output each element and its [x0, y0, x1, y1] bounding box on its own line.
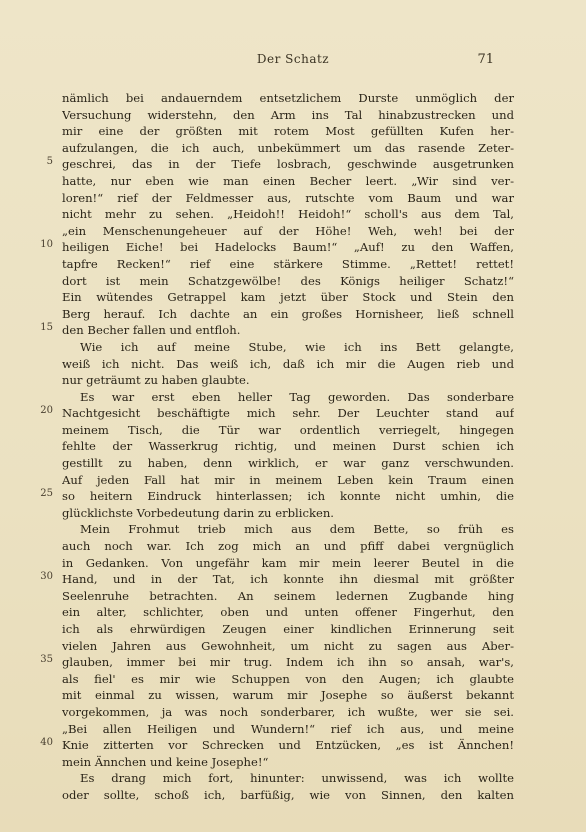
text-line: [62, 704, 514, 721]
line-text: ich als ehrwürdigen Zeugen einer kindlichen Erinnerung seit: [62, 622, 514, 636]
text-line: [62, 754, 514, 771]
line-text: Wie ich auf meine Stube, wie ich ins Bett gelangte,: [80, 339, 514, 354]
line-text: Es drang mich fort, hinunter: unwissend, was ich wollte: [80, 771, 514, 786]
text-line: [62, 538, 514, 555]
line-text: vielen Jahren aus Gewohnheit, um nicht zu sagen aus Aber-: [62, 638, 514, 653]
text-line: [40, 239, 514, 256]
text-line: [40, 488, 514, 505]
line-number: 20: [40, 405, 53, 417]
line-number: 35: [40, 654, 53, 666]
text-line: [62, 372, 514, 389]
text-line: [62, 521, 514, 538]
text-line: [62, 721, 514, 738]
text-line: [40, 571, 514, 588]
line-text: Auf jeden Fall hat mir in meinem Leben kein Traum einen: [62, 472, 514, 487]
line-text: Knie zitterten vor Schrecken und Entzücken, „es ist Ännchen!: [62, 738, 514, 753]
line-text: dort ist mein Schatzgewölbe! des Königs heiliger Schatz!“: [62, 273, 514, 288]
line-text: „Bei allen Heiligen und Wundern!“ rief ich aus, und meine: [62, 721, 514, 736]
line-text: auch noch war. Ich zog mich an und pfiff dabei vergnüglich: [62, 539, 514, 554]
line-text: mit einmal zu wissen, warum mir Josephe so äußerst bekannt: [62, 688, 514, 703]
line-text: Seelenruhe betrachten. An seinem ledernen Zugbande hing: [62, 588, 514, 603]
line-text: gestillt zu haben, denn wirklich, er war ganz verschwunden.: [62, 456, 514, 471]
text-line: [62, 140, 514, 157]
text-line: [62, 604, 514, 621]
text-line: [40, 654, 514, 671]
text-line: [62, 206, 514, 223]
line-text: aufzulangen, die ich auch, unbekümmert um das rasende Zeter-: [62, 140, 514, 155]
line-text: Versuchung widerstehn, den Arm ins Tal hinabzustrecken und: [62, 107, 514, 122]
text-line: [62, 90, 514, 107]
text-line: [62, 422, 514, 439]
text-line: [40, 737, 514, 754]
body-text: [40, 90, 514, 804]
text-line: [62, 687, 514, 704]
line-text: fehlte der Wasserkrug richtig, und meinen Durst schien ich: [62, 439, 514, 454]
text-line: [62, 190, 514, 207]
text-line: [40, 322, 514, 339]
line-text: loren!“ rief der Feldmesser aus, rutschte vom Baum und war: [62, 190, 514, 205]
text-line: [62, 555, 514, 572]
line-text: den Becher fallen und entfloh.: [62, 323, 241, 338]
running-title: Der Schatz: [256, 52, 330, 66]
line-text: Mein Frohmut trieb mich aus dem Bette, so früh es: [80, 522, 514, 537]
text-line: [62, 306, 514, 323]
line-text: Berg herauf. Ich dachte an ein großes Hornisheer, ließ schnell: [62, 306, 514, 321]
line-text: geschrei, das in der Tiefe losbrach, geschwinde ausgetrunken: [62, 157, 514, 172]
text-line: [62, 339, 514, 356]
line-text: oder sollte, schoß ich, barfüßig, wie von Sinnen, den kalten: [62, 787, 514, 802]
line-text: tapfre Recken!“ rief eine stärkere Stimme. „Rettet! rettet!: [62, 256, 514, 271]
text-line: [62, 273, 514, 290]
line-text: nur geträumt zu haben glaubte.: [62, 373, 250, 388]
line-text: Es war erst eben heller Tag geworden. Das sonderbare: [80, 389, 514, 404]
line-text: glauben, immer bei mir trug. Indem ich ihn so ansah, war's,: [62, 655, 514, 670]
line-number: 25: [40, 488, 53, 500]
line-text: Nachtgesicht beschäftigte mich sehr. Der Leuchter stand auf: [62, 406, 514, 421]
line-text: so heitern Eindruck hinterlassen; ich konnte nicht umhin, die: [62, 489, 514, 504]
text-line: [62, 505, 514, 522]
line-text: mein Ännchen und keine Josephe!“: [62, 754, 269, 769]
text-line: [62, 787, 514, 804]
text-line: [62, 671, 514, 688]
text-line: [62, 438, 514, 455]
line-number: 40: [40, 737, 53, 749]
line-text: Hand, und in der Tat, ich konnte ihn diesmal mit größter: [62, 572, 514, 587]
line-text: nämlich bei andauerndem entsetzlichem Durste unmöglich der: [62, 91, 514, 105]
text-line: [62, 173, 514, 190]
text-line: [62, 289, 514, 306]
text-line: [62, 455, 514, 472]
line-text: als fiel' es mir wie Schuppen von den Augen; ich glaubte: [62, 671, 514, 686]
text-line: [62, 621, 514, 638]
text-line: [62, 107, 514, 124]
text-line: [62, 472, 514, 489]
text-line: [62, 638, 514, 655]
text-line: [46, 156, 514, 173]
line-text: hatte, nur eben wie man einen Becher leert. „Wir sind ver-: [62, 173, 514, 188]
line-text: glücklichste Vorbedeutung darin zu erblicken.: [62, 505, 334, 520]
line-number: 15: [40, 322, 53, 334]
line-number: 5: [46, 156, 53, 168]
line-text: in Gedanken. Von ungefähr kam mir mein leerer Beutel in die: [62, 555, 514, 570]
text-line: [62, 356, 514, 373]
line-text: nicht mehr zu sehen. „Heidoh!! Heidoh!“ scholl's aus dem Tal,: [62, 207, 514, 222]
line-text: weiß ich nicht. Das weiß ich, daß ich mir die Augen rieb und: [62, 356, 514, 371]
line-number: 10: [40, 239, 53, 251]
line-text: ein alter, schlichter, oben und unten offener Fingerhut, den: [62, 605, 514, 620]
text-line: [62, 770, 514, 787]
line-number: 30: [40, 571, 53, 583]
text-line: [62, 588, 514, 605]
line-text: meinem Tisch, die Tür war ordentlich verriegelt, hingegen: [62, 422, 514, 437]
page-header: [0, 52, 586, 72]
text-line: [62, 123, 514, 140]
text-line: [62, 256, 514, 273]
page-number: 71: [477, 52, 494, 67]
line-text: Ein wütendes Getrappel kam jetzt über Stock und Stein den: [62, 290, 514, 305]
text-line: [40, 405, 514, 422]
line-text: heiligen Eiche! bei Hadelocks Baum!“ „Auf! zu den Waffen,: [62, 240, 514, 255]
line-text: „ein Menschenungeheuer auf der Höhe! Weh, weh! bei der: [62, 223, 514, 238]
line-text: vorgekommen, ja was noch sonderbarer, ich wußte, wer sie sei.: [62, 704, 514, 719]
text-line: [62, 223, 514, 240]
line-text: mir eine der größten mit rotem Most gefüllten Kufen her-: [62, 124, 514, 139]
text-line: [62, 389, 514, 406]
